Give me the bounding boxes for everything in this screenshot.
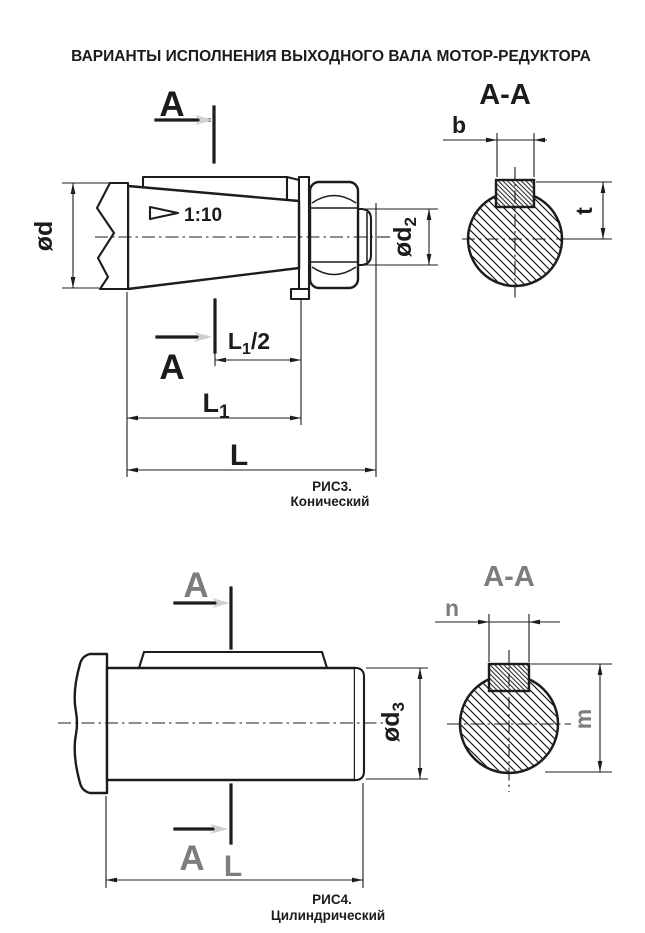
fig4-dim-d3-label: $ød_3$ <box>377 701 408 743</box>
fig3-caption-title: РИС3. <box>312 479 352 494</box>
fig3-dim-b-label: b <box>451 112 467 138</box>
fig4-dim-n-label: n <box>444 595 460 621</box>
fig3-shaft-drawing <box>95 177 392 299</box>
figure-4-cylindrical <box>58 561 612 923</box>
fig3-dim-d2-label: $ød_2$ <box>389 216 420 258</box>
fig4-caption-subtitle: Цилиндрический <box>270 908 386 923</box>
fig3-washer-tab <box>291 289 309 299</box>
fig3-dim-l1-label: $L_1$ <box>202 388 230 423</box>
fig4-section-title: A-A <box>483 561 535 593</box>
figure-3-conical <box>30 79 612 509</box>
fig3-dim-l-label: L <box>229 439 249 472</box>
fig4-cut-label-top: A <box>183 566 209 605</box>
fig3-shaft-break <box>97 183 128 289</box>
page-title: ВАРИАНТЫ ИСПОЛНЕНИЯ ВЫХОДНОГО ВАЛА МОТОР-РЕДУКТОРА <box>71 48 591 65</box>
fig4-caption <box>271 892 385 923</box>
fig3-dim-d-label: ød <box>30 220 58 252</box>
fig4-end-chamfer-cap <box>355 668 364 780</box>
fig3-cut-label-bottom: A <box>159 348 185 387</box>
fig4-caption-title: РИС4. <box>312 892 352 907</box>
fig3-lock-washer <box>299 177 309 299</box>
fig3-section-title: A-A <box>479 79 531 111</box>
fig4-section-view <box>435 561 612 792</box>
fig4-cylinder-body <box>107 668 355 780</box>
fig4-shaft-drawing <box>58 652 388 793</box>
fig4-dim-m-label: m <box>570 708 596 730</box>
fig3-caption <box>291 479 370 509</box>
fig3-caption-subtitle: Конический <box>290 494 370 509</box>
fig3-hex-nut <box>310 182 358 288</box>
fig3-taper-ratio-label: 1:10 <box>184 205 223 226</box>
fig4-dim-l-label: L <box>223 850 243 883</box>
fig3-section-view <box>443 79 612 300</box>
fig3-dim-t-label: t <box>571 207 597 215</box>
fig3-cut-label-top: A <box>159 85 185 124</box>
fig3-dim-half-label: $L_1/2$ <box>227 328 271 358</box>
fig4-cut-label-bottom: A <box>179 839 205 878</box>
fig4-key <box>139 652 327 668</box>
